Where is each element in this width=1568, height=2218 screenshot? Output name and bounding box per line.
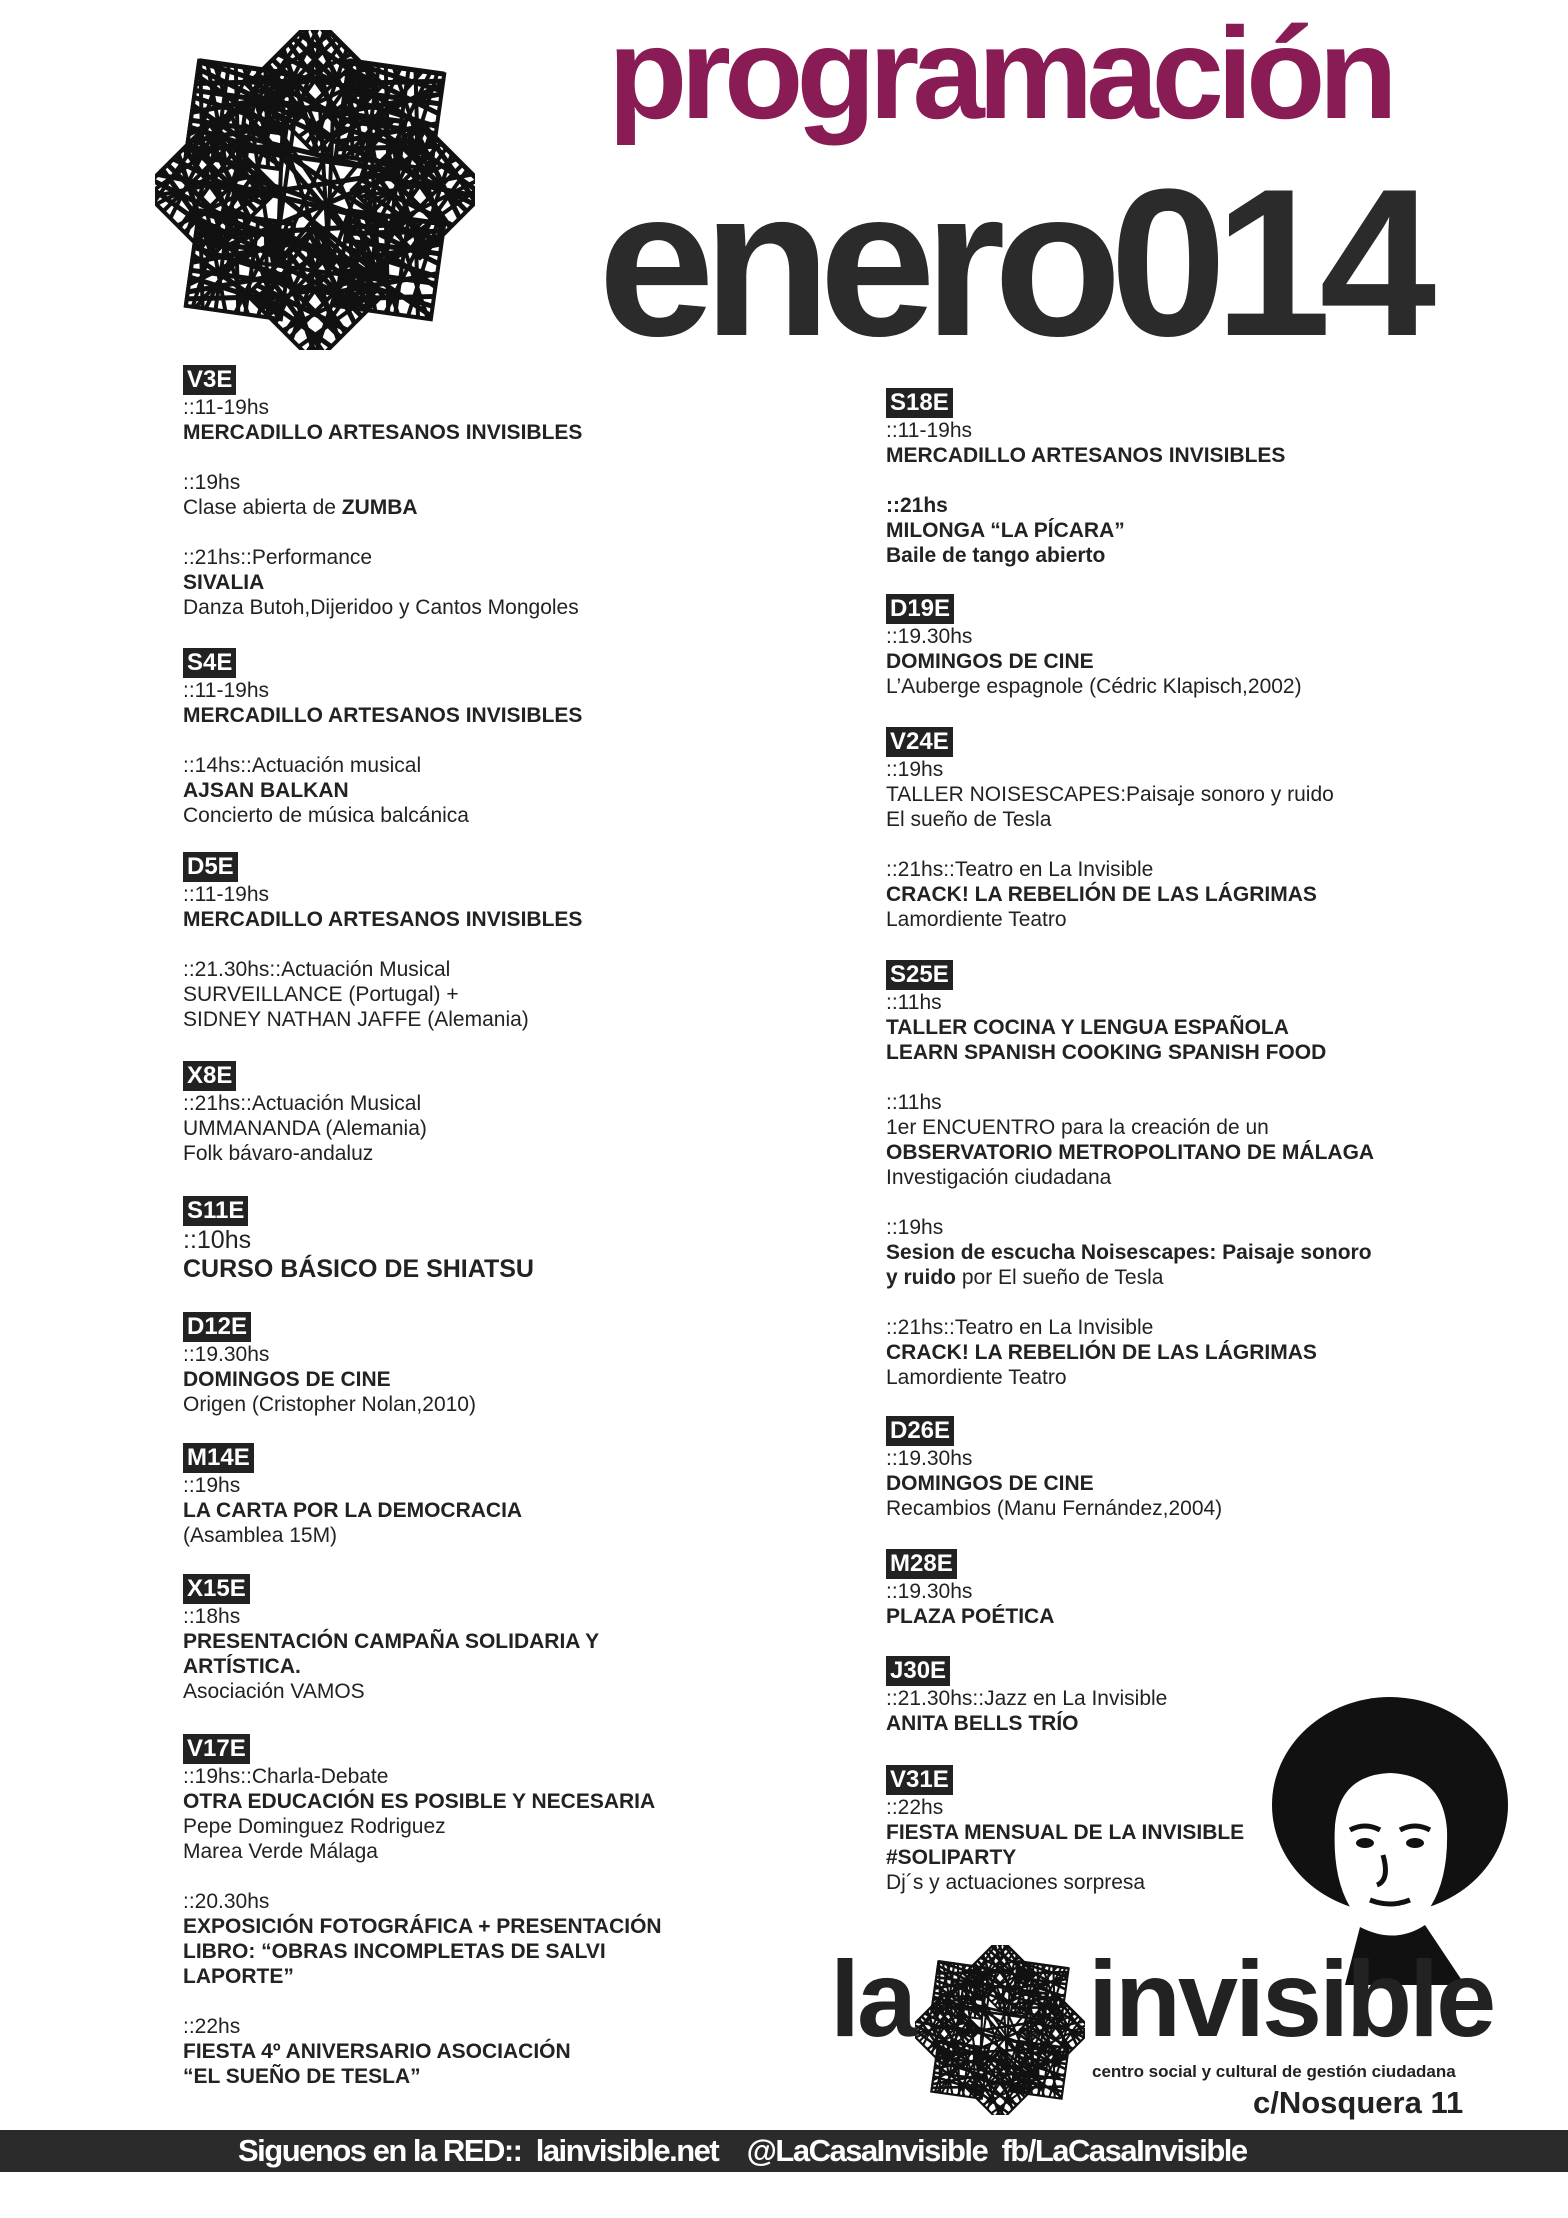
event-description: UMMANANDA (Alemania) xyxy=(183,1117,427,1140)
date-tag: V17E xyxy=(183,1734,250,1764)
footer-social-bar: Siguenos en la RED:: lainvisible.net @LaCasaInvisible fb/LaCasaInvisible xyxy=(0,2130,1568,2172)
date-tag: S25E xyxy=(886,960,953,990)
event-title: “EL SUEÑO DE TESLA” xyxy=(183,2065,421,2088)
date-tag: X8E xyxy=(183,1061,236,1091)
event-title: SIVALIA xyxy=(183,571,265,594)
small-flower-logo-icon xyxy=(915,1945,1085,2115)
day-block xyxy=(183,852,863,1032)
day-block xyxy=(183,1196,863,1284)
event-time: ::19.30hs xyxy=(886,625,973,648)
event-title: PRESENTACIÓN CAMPAÑA SOLIDARIA Y xyxy=(183,1630,600,1653)
event-description: Marea Verde Málaga xyxy=(183,1840,378,1863)
event-time: ::20.30hs xyxy=(183,1890,270,1913)
event xyxy=(183,2014,863,2089)
event xyxy=(183,882,863,932)
day-block xyxy=(183,1312,863,1417)
title-month: enero014 xyxy=(598,145,1425,380)
event-title: FIESTA 4º ANIVERSARIO ASOCIACIÓN xyxy=(183,2040,571,2063)
date-tag: D5E xyxy=(183,852,238,882)
day-block xyxy=(183,365,863,620)
event xyxy=(886,1090,1566,1190)
event-time: ::21hs::Actuación Musical xyxy=(183,1092,422,1115)
date-tag: M14E xyxy=(183,1443,254,1473)
date-tag: V3E xyxy=(183,365,236,395)
day-block xyxy=(183,648,863,828)
event-description: L’Auberge espagnole (Cédric Klapisch,2002) xyxy=(886,675,1302,698)
event-description: Dj´s y actuaciones sorpresa xyxy=(886,1871,1146,1894)
event-title: DOMINGOS DE CINE xyxy=(886,1472,1094,1495)
event-title: LIBRO: “OBRAS INCOMPLETAS DE SALVI xyxy=(183,1940,606,1963)
event xyxy=(183,1764,863,1864)
event-description: (Asamblea 15M) xyxy=(183,1524,338,1547)
date-tag: S18E xyxy=(886,388,953,418)
event-description: Lamordiente Teatro xyxy=(886,908,1067,931)
brand-invisible: invisible xyxy=(1088,1938,1494,2059)
event-title: FIESTA MENSUAL DE LA INVISIBLE xyxy=(886,1821,1245,1844)
event-title: LA CARTA POR LA DEMOCRACIA xyxy=(183,1499,523,1522)
event-description: Folk bávaro-andaluz xyxy=(183,1142,374,1165)
event-description: SURVEILLANCE (Portugal) + xyxy=(183,983,459,1006)
event-title: Baile de tango abierto xyxy=(886,544,1106,567)
event-title: #SOLIPARTY xyxy=(886,1846,1017,1869)
event xyxy=(183,1473,863,1548)
event-time: ::11-19hs xyxy=(183,396,269,419)
event-time: ::21hs::Teatro en La Invisible xyxy=(886,858,1154,881)
day-block xyxy=(886,960,1566,1390)
event-time: ::11-19hs xyxy=(183,883,269,906)
date-tag: D19E xyxy=(886,594,954,624)
date-tag: V31E xyxy=(886,1765,953,1795)
event xyxy=(886,1446,1566,1521)
day-block xyxy=(886,388,1566,568)
brand-tagline: centro social y cultural de gestión ciudadana xyxy=(1092,2062,1456,2081)
event-time: ::19hs xyxy=(886,758,944,781)
event xyxy=(886,624,1566,699)
flower-logo-icon xyxy=(155,30,475,350)
event-time: ::22hs xyxy=(183,2015,241,2038)
event xyxy=(183,395,863,445)
event-time: ::22hs xyxy=(886,1796,944,1819)
event xyxy=(183,545,863,620)
event-title: DOMINGOS DE CINE xyxy=(183,1368,391,1391)
event-title: EXPOSICIÓN FOTOGRÁFICA + PRESENTACIÓN xyxy=(183,1915,662,1938)
event-time: ::21hs::Performance xyxy=(183,546,373,569)
event-time: ::19.30hs xyxy=(886,1580,973,1603)
event-time: ::11hs xyxy=(886,991,942,1014)
event xyxy=(183,1889,863,1989)
event-time: ::19.30hs xyxy=(886,1447,973,1470)
event xyxy=(183,1604,863,1704)
event-time: ::19hs xyxy=(183,471,241,494)
brand-la: la xyxy=(830,1938,915,2059)
event xyxy=(183,1226,863,1284)
event-title: DOMINGOS DE CINE xyxy=(886,650,1094,673)
event-time: ::11-19hs xyxy=(183,679,269,702)
event-description: Concierto de música balcánica xyxy=(183,804,469,827)
event-title: ARTÍSTICA. xyxy=(183,1655,301,1678)
event-description: 1er ENCUENTRO para la creación de un xyxy=(886,1116,1269,1139)
event xyxy=(886,1315,1566,1390)
event-description: Lamordiente Teatro xyxy=(886,1366,1067,1389)
event-description: Pepe Dominguez Rodriguez xyxy=(183,1815,446,1838)
event-description: Origen (Cristopher Nolan,2010) xyxy=(183,1393,476,1416)
event xyxy=(183,753,863,828)
event-title: ANITA BELLS TRÍO xyxy=(886,1712,1079,1735)
event-title: MILONGA “LA PÍCARA” xyxy=(886,519,1125,542)
day-block xyxy=(183,1574,863,1704)
day-block xyxy=(183,1061,863,1166)
event-title: LEARN SPANISH COOKING SPANISH FOOD xyxy=(886,1041,1327,1064)
event-description: Danza Butoh,Dijeridoo y Cantos Mongoles xyxy=(183,596,579,619)
event xyxy=(886,857,1566,932)
event-time: ::19hs xyxy=(183,1474,241,1497)
event-title: CRACK! LA REBELIÓN DE LAS LÁGRIMAS xyxy=(886,1341,1317,1364)
address: c/Nosquera 11 xyxy=(1253,2085,1464,2120)
event-time: ::10hs xyxy=(183,1226,252,1254)
event-description: Investigación ciudadana xyxy=(886,1166,1112,1189)
event-description: TALLER NOISESCAPES:Paisaje sonoro y ruido xyxy=(886,783,1334,806)
event-title: CRACK! LA REBELIÓN DE LAS LÁGRIMAS xyxy=(886,883,1317,906)
event xyxy=(183,1342,863,1417)
day-block xyxy=(183,1443,863,1548)
date-tag: V24E xyxy=(886,727,953,757)
event-title: CURSO BÁSICO DE SHIATSU xyxy=(183,1255,534,1283)
day-block xyxy=(886,1549,1566,1629)
event-description: El sueño de Tesla xyxy=(886,808,1052,831)
date-tag: D26E xyxy=(886,1416,954,1446)
event-title: Sesion de escucha Noisescapes: Paisaje sonoro xyxy=(886,1241,1372,1264)
event-time: ::19.30hs xyxy=(183,1343,270,1366)
event-title: LAPORTE” xyxy=(183,1965,294,1988)
date-tag: X15E xyxy=(183,1574,250,1604)
event-title: AJSAN BALKAN xyxy=(183,779,349,802)
event-title: MERCADILLO ARTESANOS INVISIBLES xyxy=(183,421,583,444)
date-tag: J30E xyxy=(886,1656,950,1686)
event xyxy=(886,990,1566,1065)
date-tag: S4E xyxy=(183,648,236,678)
event xyxy=(886,1579,1566,1629)
event-time: ::19hs::Charla-Debate xyxy=(183,1765,389,1788)
date-tag: D12E xyxy=(183,1312,251,1342)
event-time: ::11-19hs xyxy=(886,419,972,442)
event-time: ::21.30hs::Actuación Musical xyxy=(183,958,451,981)
date-tag: S11E xyxy=(183,1196,248,1226)
day-block xyxy=(183,1734,863,2089)
event-title: TALLER COCINA Y LENGUA ESPAÑOLA xyxy=(886,1016,1289,1039)
event xyxy=(886,1215,1566,1290)
event-title: MERCADILLO ARTESANOS INVISIBLES xyxy=(886,444,1286,467)
event-time: ::19hs xyxy=(886,1216,944,1239)
event-time: ::21.30hs::Jazz en La Invisible xyxy=(886,1687,1168,1710)
day-block xyxy=(886,1416,1566,1521)
event-time: ::14hs::Actuación musical xyxy=(183,754,422,777)
event-title: PLAZA POÉTICA xyxy=(886,1605,1055,1628)
event-description: SIDNEY NATHAN JAFFE (Alemania) xyxy=(183,1008,529,1031)
event xyxy=(886,418,1566,468)
event-description: Clase abierta de ZUMBA xyxy=(183,496,418,519)
event xyxy=(886,757,1566,832)
event-title: OTRA EDUCACIÓN ES POSIBLE Y NECESARIA xyxy=(183,1790,656,1813)
day-block xyxy=(886,594,1566,699)
event-description: Recambios (Manu Fernández,2004) xyxy=(886,1497,1223,1520)
event-time: ::21hs xyxy=(886,494,948,517)
event xyxy=(183,1091,863,1166)
event xyxy=(183,678,863,728)
date-tag: M28E xyxy=(886,1549,957,1579)
title-programacion: programación xyxy=(608,0,1391,146)
day-block xyxy=(886,727,1566,932)
event-time: ::18hs xyxy=(183,1605,241,1628)
event-title: MERCADILLO ARTESANOS INVISIBLES xyxy=(183,908,583,931)
event xyxy=(886,493,1566,568)
event-title: y ruido por El sueño de Tesla xyxy=(886,1266,1164,1289)
event-time: ::21hs::Teatro en La Invisible xyxy=(886,1316,1154,1339)
event-description: Asociación VAMOS xyxy=(183,1680,365,1703)
event xyxy=(183,957,863,1032)
event-time: ::11hs xyxy=(886,1091,942,1114)
event-title: MERCADILLO ARTESANOS INVISIBLES xyxy=(183,704,583,727)
event xyxy=(183,470,863,520)
event-title: OBSERVATORIO METROPOLITANO DE MÁLAGA xyxy=(886,1141,1375,1164)
